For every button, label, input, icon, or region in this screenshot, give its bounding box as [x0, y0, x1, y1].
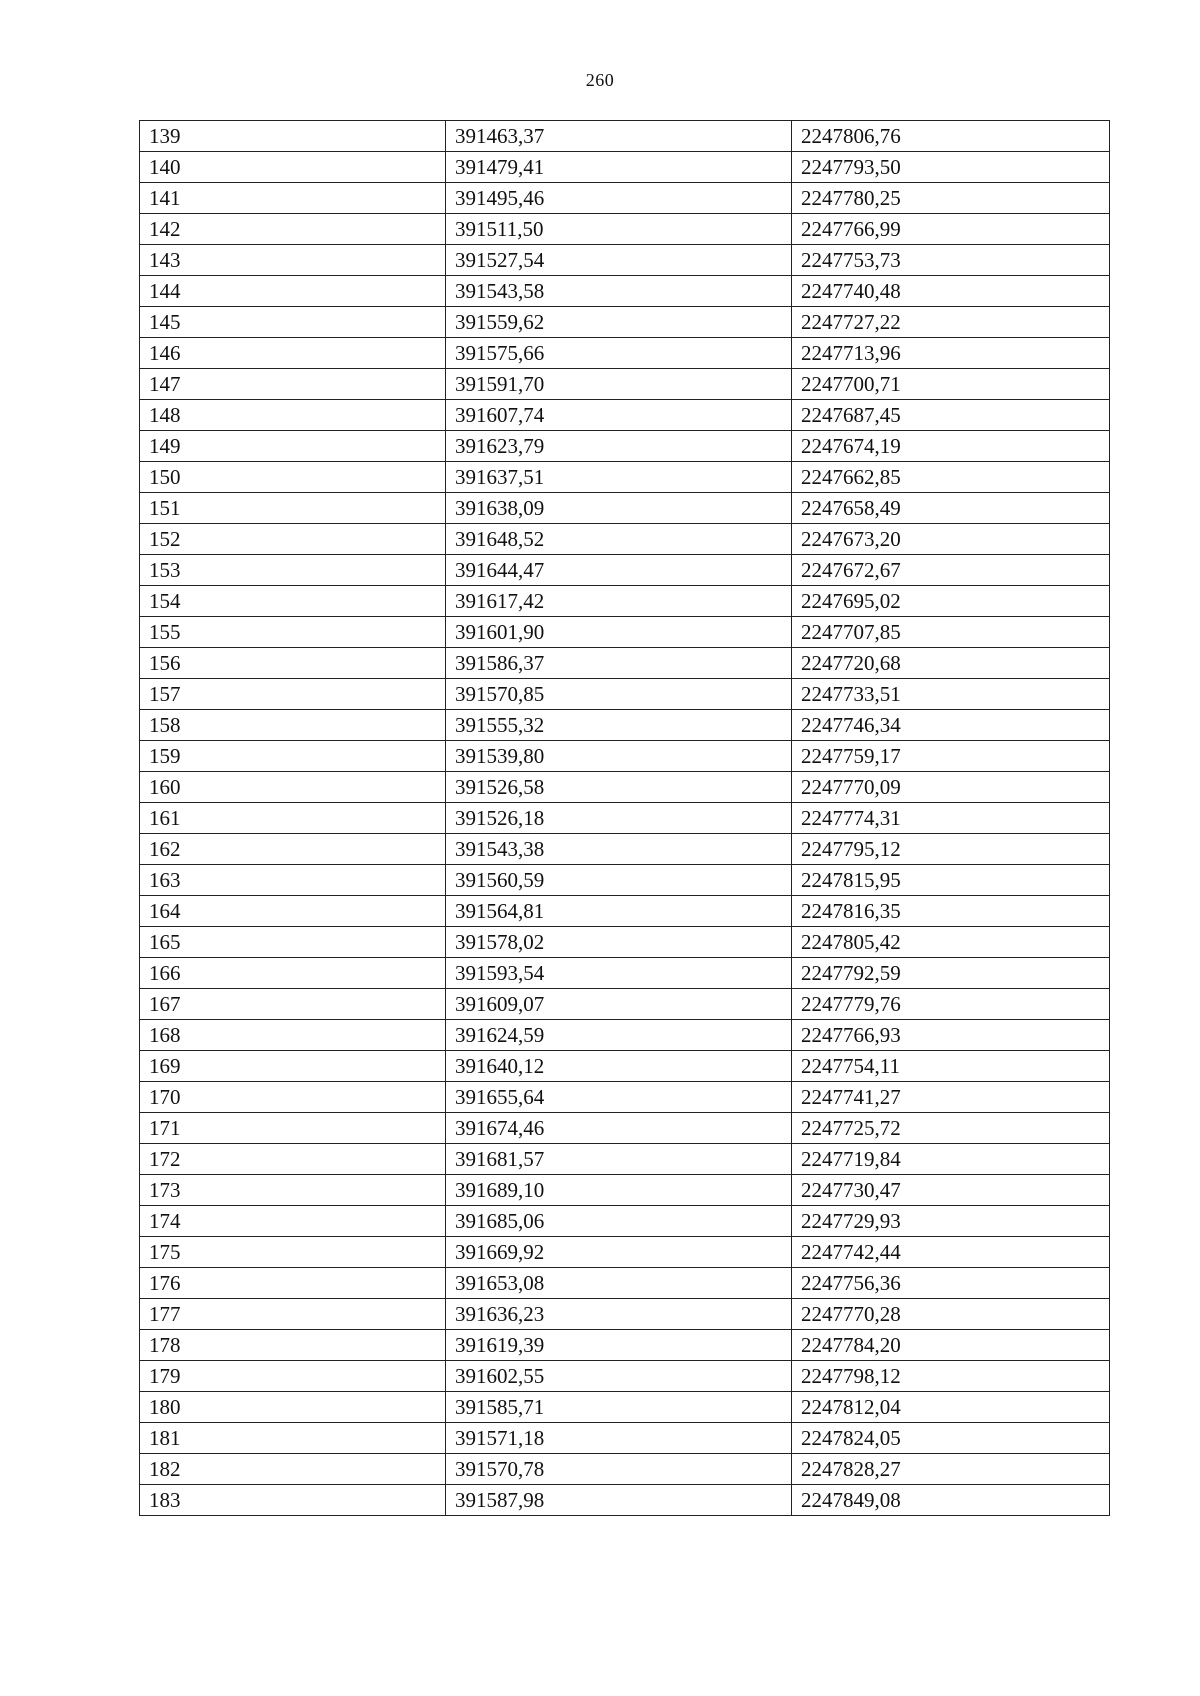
table-row: [140, 307, 1110, 338]
page-number: 260: [585, 70, 615, 90]
y-coordinate-cell: 2247824,05: [792, 1423, 1110, 1454]
point-number-cell: 174: [140, 1206, 446, 1237]
y-coordinate-cell: 2247770,09: [792, 772, 1110, 803]
x-coordinate-cell: 391685,06: [446, 1206, 792, 1237]
point-number-cell: 166: [140, 958, 446, 989]
point-number-cell: 170: [140, 1082, 446, 1113]
y-coordinate-cell: 2247674,19: [792, 431, 1110, 462]
table-row: [140, 1330, 1110, 1361]
x-coordinate-cell: 391617,42: [446, 586, 792, 617]
y-coordinate-cell: 2247725,72: [792, 1113, 1110, 1144]
y-coordinate-cell: 2247740,48: [792, 276, 1110, 307]
y-coordinate-cell: 2247780,25: [792, 183, 1110, 214]
y-coordinate-cell: 2247766,99: [792, 214, 1110, 245]
table-row: [140, 214, 1110, 245]
x-coordinate-cell: 391575,66: [446, 338, 792, 369]
point-number-cell: 154: [140, 586, 446, 617]
point-number-cell: 164: [140, 896, 446, 927]
y-coordinate-cell: 2247662,85: [792, 462, 1110, 493]
x-coordinate-cell: 391570,85: [446, 679, 792, 710]
y-coordinate-cell: 2247719,84: [792, 1144, 1110, 1175]
y-coordinate-cell: 2247766,93: [792, 1020, 1110, 1051]
point-number-cell: 146: [140, 338, 446, 369]
y-coordinate-cell: 2247673,20: [792, 524, 1110, 555]
y-coordinate-cell: 2247774,31: [792, 803, 1110, 834]
point-number-cell: 168: [140, 1020, 446, 1051]
point-number-cell: 144: [140, 276, 446, 307]
table-row: [140, 524, 1110, 555]
table-row: [140, 1113, 1110, 1144]
x-coordinate-cell: 391479,41: [446, 152, 792, 183]
table-row: [140, 1144, 1110, 1175]
point-number-cell: 147: [140, 369, 446, 400]
point-number-cell: 150: [140, 462, 446, 493]
y-coordinate-cell: 2247795,12: [792, 834, 1110, 865]
table-row: [140, 152, 1110, 183]
table-row: [140, 927, 1110, 958]
point-number-cell: 140: [140, 152, 446, 183]
y-coordinate-cell: 2247741,27: [792, 1082, 1110, 1113]
table-row: [140, 369, 1110, 400]
table-row: [140, 1175, 1110, 1206]
point-number-cell: 139: [140, 121, 446, 152]
point-number-cell: 145: [140, 307, 446, 338]
point-number-cell: 160: [140, 772, 446, 803]
x-coordinate-cell: 391543,38: [446, 834, 792, 865]
y-coordinate-cell: 2247759,17: [792, 741, 1110, 772]
table-row: [140, 834, 1110, 865]
table-row: [140, 989, 1110, 1020]
x-coordinate-cell: 391624,59: [446, 1020, 792, 1051]
point-number-cell: 177: [140, 1299, 446, 1330]
point-number-cell: 152: [140, 524, 446, 555]
x-coordinate-cell: 391571,18: [446, 1423, 792, 1454]
x-coordinate-cell: 391601,90: [446, 617, 792, 648]
y-coordinate-cell: 2247798,12: [792, 1361, 1110, 1392]
x-coordinate-cell: 391555,32: [446, 710, 792, 741]
x-coordinate-cell: 391648,52: [446, 524, 792, 555]
x-coordinate-cell: 391559,62: [446, 307, 792, 338]
x-coordinate-cell: 391638,09: [446, 493, 792, 524]
coordinates-table-body: [140, 121, 1110, 1516]
point-number-cell: 148: [140, 400, 446, 431]
point-number-cell: 171: [140, 1113, 446, 1144]
table-row: [140, 803, 1110, 834]
point-number-cell: 183: [140, 1485, 446, 1516]
point-number-cell: 178: [140, 1330, 446, 1361]
x-coordinate-cell: 391586,37: [446, 648, 792, 679]
x-coordinate-cell: 391527,54: [446, 245, 792, 276]
x-coordinate-cell: 391560,59: [446, 865, 792, 896]
x-coordinate-cell: 391526,58: [446, 772, 792, 803]
y-coordinate-cell: 2247672,67: [792, 555, 1110, 586]
y-coordinate-cell: 2247815,95: [792, 865, 1110, 896]
y-coordinate-cell: 2247753,73: [792, 245, 1110, 276]
x-coordinate-cell: 391585,71: [446, 1392, 792, 1423]
y-coordinate-cell: 2247733,51: [792, 679, 1110, 710]
point-number-cell: 155: [140, 617, 446, 648]
y-coordinate-cell: 2247695,02: [792, 586, 1110, 617]
point-number-cell: 153: [140, 555, 446, 586]
y-coordinate-cell: 2247700,71: [792, 369, 1110, 400]
point-number-cell: 143: [140, 245, 446, 276]
point-number-cell: 162: [140, 834, 446, 865]
x-coordinate-cell: 391526,18: [446, 803, 792, 834]
x-coordinate-cell: 391689,10: [446, 1175, 792, 1206]
table-row: [140, 555, 1110, 586]
point-number-cell: 165: [140, 927, 446, 958]
y-coordinate-cell: 2247746,34: [792, 710, 1110, 741]
y-coordinate-cell: 2247828,27: [792, 1454, 1110, 1485]
point-number-cell: 179: [140, 1361, 446, 1392]
table-row: [140, 183, 1110, 214]
x-coordinate-cell: 391609,07: [446, 989, 792, 1020]
x-coordinate-cell: 391543,58: [446, 276, 792, 307]
y-coordinate-cell: 2247756,36: [792, 1268, 1110, 1299]
table-row: [140, 1268, 1110, 1299]
point-number-cell: 181: [140, 1423, 446, 1454]
y-coordinate-cell: 2247812,04: [792, 1392, 1110, 1423]
table-row: [140, 400, 1110, 431]
x-coordinate-cell: 391619,39: [446, 1330, 792, 1361]
point-number-cell: 157: [140, 679, 446, 710]
x-coordinate-cell: 391681,57: [446, 1144, 792, 1175]
x-coordinate-cell: 391607,74: [446, 400, 792, 431]
x-coordinate-cell: 391674,46: [446, 1113, 792, 1144]
point-number-cell: 149: [140, 431, 446, 462]
table-row: [140, 462, 1110, 493]
y-coordinate-cell: 2247720,68: [792, 648, 1110, 679]
y-coordinate-cell: 2247707,85: [792, 617, 1110, 648]
y-coordinate-cell: 2247713,96: [792, 338, 1110, 369]
table-row: [140, 1454, 1110, 1485]
point-number-cell: 173: [140, 1175, 446, 1206]
table-row: [140, 1237, 1110, 1268]
y-coordinate-cell: 2247805,42: [792, 927, 1110, 958]
y-coordinate-cell: 2247770,28: [792, 1299, 1110, 1330]
coordinates-table: [139, 120, 1110, 1516]
y-coordinate-cell: 2247742,44: [792, 1237, 1110, 1268]
point-number-cell: 180: [140, 1392, 446, 1423]
point-number-cell: 163: [140, 865, 446, 896]
point-number-cell: 167: [140, 989, 446, 1020]
y-coordinate-cell: 2247754,11: [792, 1051, 1110, 1082]
table-row: [140, 1206, 1110, 1237]
table-row: [140, 1392, 1110, 1423]
point-number-cell: 141: [140, 183, 446, 214]
x-coordinate-cell: 391564,81: [446, 896, 792, 927]
x-coordinate-cell: 391570,78: [446, 1454, 792, 1485]
x-coordinate-cell: 391463,37: [446, 121, 792, 152]
table-row: [140, 772, 1110, 803]
table-row: [140, 865, 1110, 896]
y-coordinate-cell: 2247730,47: [792, 1175, 1110, 1206]
table-row: [140, 896, 1110, 927]
table-row: [140, 431, 1110, 462]
x-coordinate-cell: 391644,47: [446, 555, 792, 586]
x-coordinate-cell: 391587,98: [446, 1485, 792, 1516]
y-coordinate-cell: 2247729,93: [792, 1206, 1110, 1237]
y-coordinate-cell: 2247658,49: [792, 493, 1110, 524]
point-number-cell: 182: [140, 1454, 446, 1485]
point-number-cell: 158: [140, 710, 446, 741]
x-coordinate-cell: 391636,23: [446, 1299, 792, 1330]
x-coordinate-cell: 391593,54: [446, 958, 792, 989]
x-coordinate-cell: 391578,02: [446, 927, 792, 958]
x-coordinate-cell: 391495,46: [446, 183, 792, 214]
y-coordinate-cell: 2247806,76: [792, 121, 1110, 152]
table-row: [140, 245, 1110, 276]
x-coordinate-cell: 391511,50: [446, 214, 792, 245]
table-row: [140, 121, 1110, 152]
y-coordinate-cell: 2247792,59: [792, 958, 1110, 989]
table-row: [140, 1051, 1110, 1082]
point-number-cell: 169: [140, 1051, 446, 1082]
y-coordinate-cell: 2247784,20: [792, 1330, 1110, 1361]
x-coordinate-cell: 391637,51: [446, 462, 792, 493]
x-coordinate-cell: 391669,92: [446, 1237, 792, 1268]
point-number-cell: 175: [140, 1237, 446, 1268]
x-coordinate-cell: 391655,64: [446, 1082, 792, 1113]
table-row: [140, 1423, 1110, 1454]
point-number-cell: 176: [140, 1268, 446, 1299]
table-row: [140, 1020, 1110, 1051]
table-row: [140, 648, 1110, 679]
y-coordinate-cell: 2247816,35: [792, 896, 1110, 927]
y-coordinate-cell: 2247849,08: [792, 1485, 1110, 1516]
table-row: [140, 1299, 1110, 1330]
table-row: [140, 1361, 1110, 1392]
point-number-cell: 159: [140, 741, 446, 772]
y-coordinate-cell: 2247779,76: [792, 989, 1110, 1020]
table-row: [140, 679, 1110, 710]
y-coordinate-cell: 2247727,22: [792, 307, 1110, 338]
table-row: [140, 710, 1110, 741]
x-coordinate-cell: 391539,80: [446, 741, 792, 772]
x-coordinate-cell: 391640,12: [446, 1051, 792, 1082]
y-coordinate-cell: 2247793,50: [792, 152, 1110, 183]
table-row: [140, 741, 1110, 772]
point-number-cell: 172: [140, 1144, 446, 1175]
x-coordinate-cell: 391591,70: [446, 369, 792, 400]
x-coordinate-cell: 391653,08: [446, 1268, 792, 1299]
table-row: [140, 276, 1110, 307]
point-number-cell: 151: [140, 493, 446, 524]
table-row: [140, 586, 1110, 617]
point-number-cell: 161: [140, 803, 446, 834]
point-number-cell: 156: [140, 648, 446, 679]
x-coordinate-cell: 391602,55: [446, 1361, 792, 1392]
table-row: [140, 617, 1110, 648]
y-coordinate-cell: 2247687,45: [792, 400, 1110, 431]
x-coordinate-cell: 391623,79: [446, 431, 792, 462]
table-row: [140, 493, 1110, 524]
table-row: [140, 1485, 1110, 1516]
table-row: [140, 958, 1110, 989]
table-row: [140, 1082, 1110, 1113]
table-row: [140, 338, 1110, 369]
point-number-cell: 142: [140, 214, 446, 245]
